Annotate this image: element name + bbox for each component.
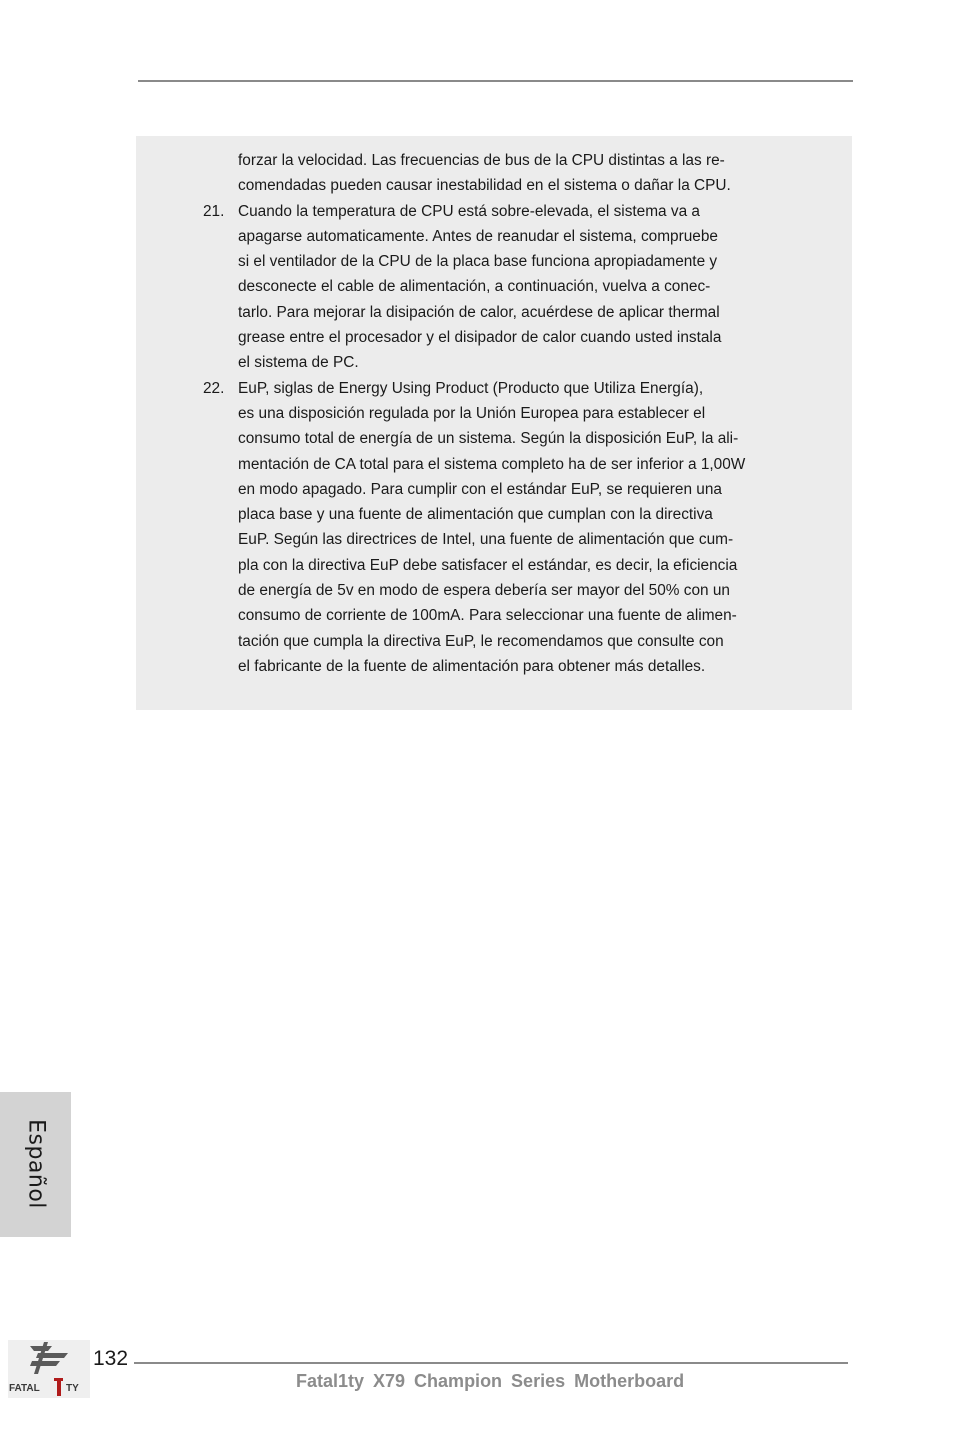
language-tab (0, 1092, 71, 1237)
item-line: apagarse automaticamente. Antes de reanudar el sistema, compruebe (238, 227, 718, 245)
item-line: consumo de corriente de 100mA. Para seleccionar una fuente de alimen- (238, 607, 737, 625)
footer-title: Fatal1ty X79 Champion Series Motherboard (296, 1371, 685, 1391)
item-line: placa base y una fuente de alimentación que cumplan con la directiva (238, 506, 713, 524)
svg-text:TY: TY (66, 1383, 79, 1394)
header-rule (138, 80, 853, 82)
list-item-22 (203, 376, 798, 680)
item-line: el sistema de PC. (238, 354, 359, 372)
item-line: mentación de CA total para el sistema completo ha de ser inferior a 1,00W (238, 455, 746, 473)
footer-rule (134, 1362, 848, 1364)
item-line: EuP. Según las directrices de Intel, una fuente de alimentación que cum- (238, 531, 734, 549)
item-line: consumo total de energía de un sistema. Según la disposición EuP, la ali- (238, 430, 739, 448)
item-line: desconecte el cable de alimentación, a continuación, vuelva a conec- (238, 278, 711, 296)
page-number: 132 (93, 1347, 129, 1370)
notes-text (203, 148, 798, 679)
item-line: Cuando la temperatura de CPU está sobre-elevada, el sistema va a (238, 202, 700, 220)
item-line: tación que cumpla la directiva EuP, le recomendamos que consulte con (238, 632, 724, 650)
list-item-21 (203, 199, 798, 376)
continuation-line: forzar la velocidad. Las frecuencias de bus de la CPU distintas a las re- (238, 152, 725, 169)
item-line: el fabricante de la fuente de alimentación para obtener más detalles. (238, 657, 706, 675)
item-line: en modo apagado. Para cumplir con el estándar EuP, se requieren una (238, 480, 722, 498)
item-line: grease entre el procesador y el disipador de calor cuando usted instala (238, 329, 722, 347)
item-number: 22. (203, 379, 225, 397)
continuation-line: comendadas pueden causar inestabilidad en el sistema o dañar la CPU. (238, 177, 731, 195)
language-label: Español (23, 1119, 49, 1209)
item-line: si el ventilador de la CPU de la placa base funciona apropiadamente y (238, 253, 718, 271)
fatal1ty-logo (8, 1340, 90, 1398)
item-line: de energía de 5v en modo de espera debería ser mayor del 50% con un (238, 582, 730, 600)
item-line: pla con la directiva EuP debe satisfacer el estándar, es decir, la eficiencia (238, 556, 738, 574)
svg-text:FATAL: FATAL (9, 1383, 40, 1394)
item-line: tarlo. Para mejorar la disipación de calor, acuérdese de aplicar thermal (238, 303, 720, 321)
item-line: EuP, siglas de Energy Using Product (Producto que Utiliza Energía), (238, 379, 704, 397)
item-line: es una disposición regulada por la Unión Europea para establecer el (238, 404, 706, 422)
fatal1ty-logo-icon (8, 1340, 90, 1398)
item-number: 21. (203, 202, 225, 220)
